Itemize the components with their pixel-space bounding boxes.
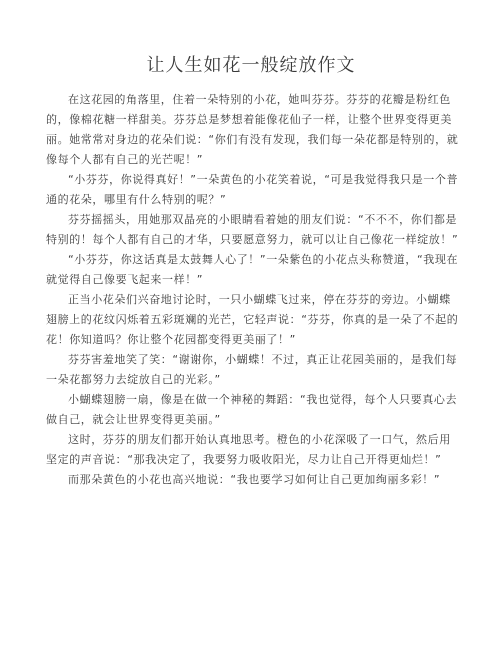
paragraph: 正当小花朵们兴奋地讨论时，一只小蝴蝶飞过来，停在芬芬的旁边。小蝴蝶翅膀上的花纹闪烁着五彩斑斓的光芒，它轻声说：“芬芬，你真的是一朵了不起的花！你知道吗？你让整个花园都变得更美丽了！” (46, 293, 459, 346)
paragraph: 而那朵黄色的小花也高兴地说：“我也要学习如何让自己更加绚丽多彩！” (68, 473, 441, 486)
paragraph: 小蝴蝶翅膀一扇，像是在做一个神秘的舞蹈：“我也觉得，每个人只要真心去做自己，就会让世界变得更美丽。” (46, 393, 458, 426)
paragraph: 在这花园的角落里，住着一朵特别的小花，她叫芬芬。芬芬的花瓣是粉红色的，像棉花糖一样甜美。芬芬总是梦想着能像花仙子一样，让整个世界变得更美丽。她常常对身边的花朵们说：“你们有没有发现，我们每一朵花都是特别的，就像每个人都有自己的光芒呢！” (46, 93, 459, 166)
paragraph: 芬芬害羞地笑了笑：“谢谢你，小蝴蝶！不过，真正让花园美丽的，是我们每一朵花都努力去绽放自己的光彩。” (46, 353, 458, 386)
document-body (46, 90, 462, 490)
paragraph: “小芬芬，你这话真是太鼓舞人心了！”一朵紫色的小花点头称赞道，“我现在就觉得自己像要飞起来一样！” (46, 253, 459, 286)
paragraph: “小芬芬，你说得真好！”一朵黄色的小花笑着说，“可是我觉得我只是一个普通的花朵，哪里有什么特别的呢？” (46, 173, 459, 206)
document-title: 让人生如花一般绽放作文 (146, 55, 356, 76)
paragraph: 芬芬摇摇头，用她那双晶亮的小眼睛看着她的朋友们说：“不不不，你们都是特别的！每个人都有自己的才华，只要愿意努力，就可以让自己像花一样绽放！” (46, 213, 459, 246)
paragraph: 这时，芬芬的朋友们都开始认真地思考。橙色的小花深吸了一口气，然后用坚定的声音说：“那我决定了，我要努力吸收阳光，尽力让自己开得更灿烂！” (46, 433, 451, 466)
